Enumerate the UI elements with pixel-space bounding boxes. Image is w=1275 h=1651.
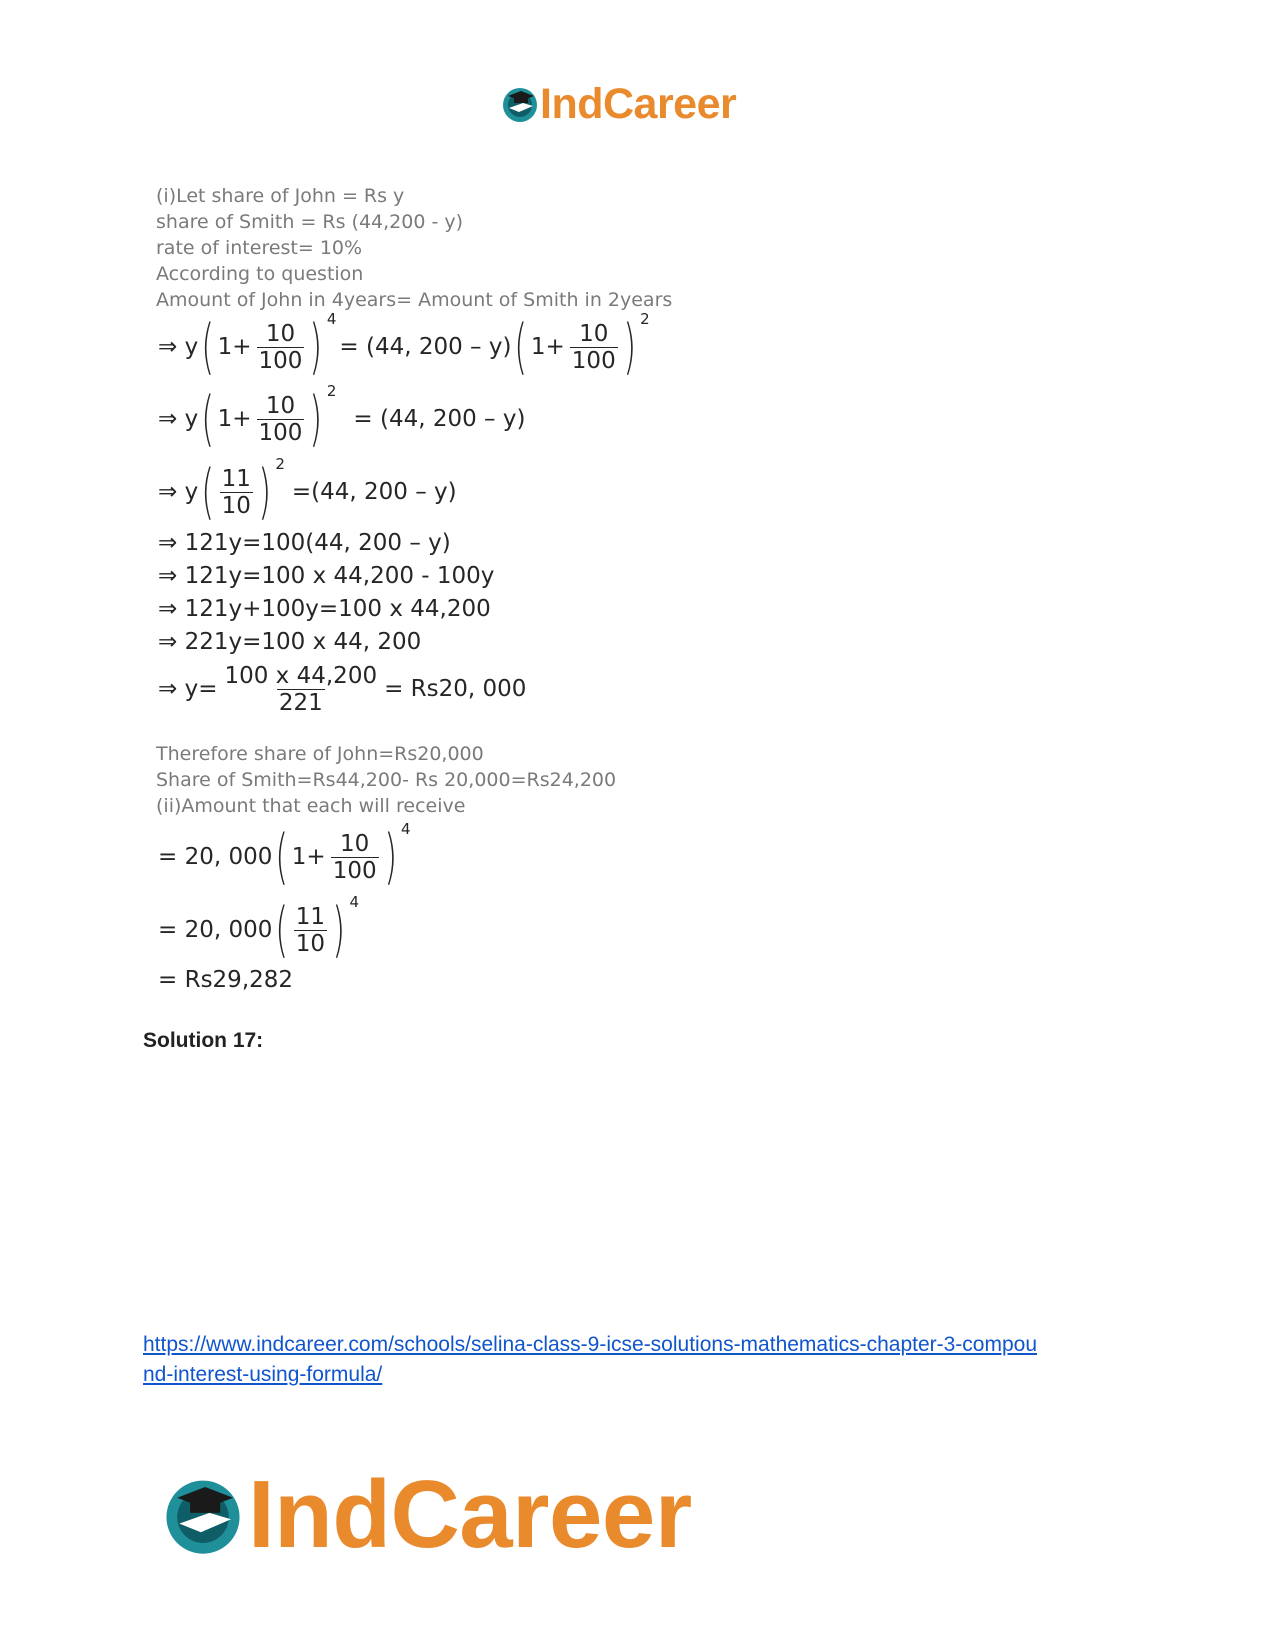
text-line: Therefore share of John=Rs20,000 [156,743,484,765]
header-logo [500,78,736,130]
equation-9: = 20, 000 ( 1+ $\frac{10}{100}$ ) 4 [158,820,411,892]
graduation-cap-icon [160,1472,246,1558]
fraction: $\frac{10}{100}$ [571,320,616,374]
equation-1: ⇒ y ( 1+ $\frac{10}{100}$ ) 4 = (44, 200 – y) ( 1+ $\frac{10}{100}$ ) 2 [158,310,650,382]
fraction: $\frac{10}{100}$ [258,320,303,374]
fraction: $\frac{10}{100}$ [258,392,303,446]
footer-link[interactable] [143,1330,1037,1390]
text-line: Amount of John in 4years= Amount of Smith in 2years [156,289,673,311]
brand-wordmark: IndCareer [540,80,737,128]
equation-8: ⇒ y= $\frac{100 x 44,200}{221}$ = Rs20, 000 [158,662,527,716]
footer-logo [160,1460,692,1570]
equation-lines [158,526,494,658]
equation-10: = 20, 000 ( $\frac{11}{10}$ ) 4 [158,893,360,965]
brand-wordmark: IndCareer [248,1461,692,1568]
part1-text [156,183,672,313]
text-line: (ii)Amount that each will receive [156,795,466,817]
part2-text [156,741,616,819]
equation-3: ⇒ y ( $\frac{11}{10}$ ) 2 =(44, 200 – y) [158,455,457,527]
graduation-cap-icon [500,84,540,124]
equation-2: ⇒ y ( 1+ $\frac{10}{100}$ ) 2 = (44, 200 – y) [158,382,526,454]
text-line: Share of Smith=Rs44,200- Rs 20,000=Rs24,200 [156,769,617,791]
equation-line: ⇒ 221y=100 x 44, 200 [158,628,422,655]
footer-link-line-2[interactable]: nd-interest-using-formula/ [143,1363,383,1386]
equation-line: ⇒ 121y+100y=100 x 44,200 [158,595,491,622]
text-line: rate of interest= 10% [156,237,363,259]
equation-line: ⇒ 121y=100(44, 200 – y) [158,529,451,556]
equation-11: = Rs29,282 [158,967,294,993]
fraction: $\frac{10}{100}$ [332,830,377,884]
footer-link-line-1[interactable]: https://www.indcareer.com/schools/selina-class-9-icse-solutions-mathematics-chapter-3-compou [143,1333,1038,1356]
fraction: $\frac{11}{10}$ [221,465,251,519]
fraction: $\frac{100 x 44,200}{221}$ [224,662,378,716]
fraction: $\frac{11}{10}$ [295,903,326,957]
text-line: share of Smith = Rs (44,200 - y) [156,211,464,233]
text-line: According to question [156,263,364,285]
equation-line: ⇒ 121y=100 x 44,200 - 100y [158,562,495,589]
text-line: (i)Let share of John = Rs y [156,185,405,207]
solution-heading: Solution 17: [143,1029,264,1052]
